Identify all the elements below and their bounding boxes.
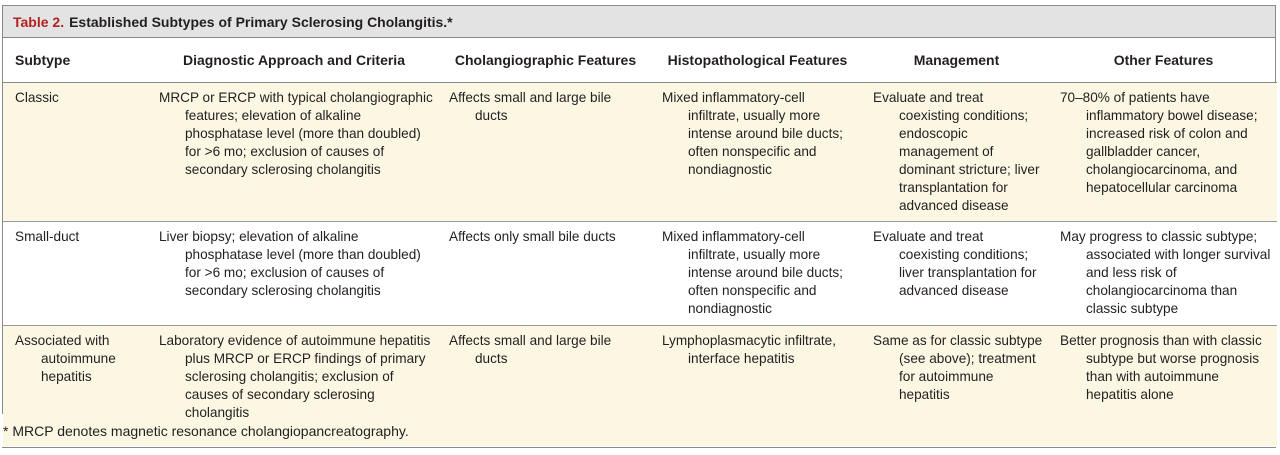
- cell-text: Same as for classic subtype (see above); treatment for autoimmune hepatitis: [873, 333, 1043, 402]
- table-frame: [2, 5, 1276, 420]
- cell-text: Mixed inflammatory-cell infiltrate, usually more intense around bile ducts; often nonspecific and nondiagnostic: [662, 229, 843, 316]
- cell-cholangiographic: [439, 83, 652, 222]
- cell-other: [1050, 222, 1277, 326]
- cell-histopathological: [652, 326, 863, 447]
- cell-cholangiographic: [439, 326, 652, 447]
- cell-text: Better prognosis than with classic subtype but worse prognosis than with autoimmune hepatitis alone: [1060, 333, 1262, 402]
- table-number: Table 2.: [13, 13, 65, 30]
- cell-text: 70–80% of patients have inflammatory bowel disease; increased risk of colon and gallbladder cancer, cholangiocarcinoma, and hepatocellular carcinoma: [1060, 90, 1258, 195]
- cell-text: May progress to classic subtype; associated with longer survival and less risk of cholangiocarcinoma than classic subtype: [1060, 229, 1271, 316]
- header-other: Other Features: [1050, 38, 1277, 83]
- table-title-bar: [3, 6, 1275, 38]
- cell-management: [863, 83, 1050, 222]
- header-subtype: Subtype: [3, 38, 149, 83]
- cell-other: [1050, 83, 1277, 222]
- cell-text: Evaluate and treat coexisting conditions; endoscopic management of dominant stricture; liver transplantation for advanced disease: [873, 90, 1040, 213]
- cell-subtype: [3, 222, 149, 326]
- cell-management: [863, 222, 1050, 326]
- cell-text: Mixed inflammatory-cell infiltrate, usually more intense around bile ducts; often nonspecific and nondiagnostic: [662, 90, 843, 177]
- cell-text: Laboratory evidence of autoimmune hepatitis plus MRCP or ERCP findings of primary sclerosing cholangitis; exclusion of causes of secondary sclerosing cholangitis: [159, 333, 431, 420]
- table-footnote: * MRCP denotes magnetic resonance cholangiopancreatography.: [3, 423, 409, 439]
- cell-text: Liver biopsy; elevation of alkaline phosphatase level (more than doubled) for >6 mo; exclusion of causes of secondary sclerosing cholangitis: [159, 229, 421, 298]
- header-diagnostic: Diagnostic Approach and Criteria: [149, 38, 439, 83]
- cell-text: Associated with autoimmune hepatitis: [15, 333, 116, 384]
- cell-other: [1050, 326, 1277, 447]
- subtypes-table: [3, 38, 1277, 446]
- cell-diagnostic: [149, 222, 439, 326]
- cell-diagnostic: [149, 83, 439, 222]
- cell-histopathological: [652, 83, 863, 222]
- cell-text: Affects only small bile ducts: [449, 229, 616, 244]
- cell-text: Lymphoplasmacytic infiltrate, interface hepatitis: [662, 333, 837, 366]
- cell-text: MRCP or ERCP with typical cholangiographic features; elevation of alkaline phosphatase level (more than doubled) for >6 mo; exclusion of causes of secondary sclerosing cholangitis: [159, 90, 433, 177]
- cell-text: Affects small and large bile ducts: [449, 90, 612, 123]
- cell-histopathological: [652, 222, 863, 326]
- cell-text: Classic: [15, 90, 59, 105]
- header-histopathological: Histopathological Features: [652, 38, 863, 83]
- footer-rule: [2, 447, 1276, 448]
- cell-management: [863, 326, 1050, 447]
- header-row: [3, 38, 1277, 83]
- cell-cholangiographic: [439, 222, 652, 326]
- cell-subtype: [3, 83, 149, 222]
- header-management: Management: [863, 38, 1050, 83]
- table-row: [3, 222, 1277, 326]
- cell-text: Evaluate and treat coexisting conditions; liver transplantation for advanced disease: [873, 229, 1037, 298]
- cell-text: Affects small and large bile ducts: [449, 333, 612, 366]
- header-cholangiographic: Cholangiographic Features: [439, 38, 652, 83]
- table-row: [3, 83, 1277, 222]
- cell-text: Small-duct: [15, 229, 80, 244]
- table-title: Established Subtypes of Primary Sclerosing Cholangitis.*: [69, 13, 453, 30]
